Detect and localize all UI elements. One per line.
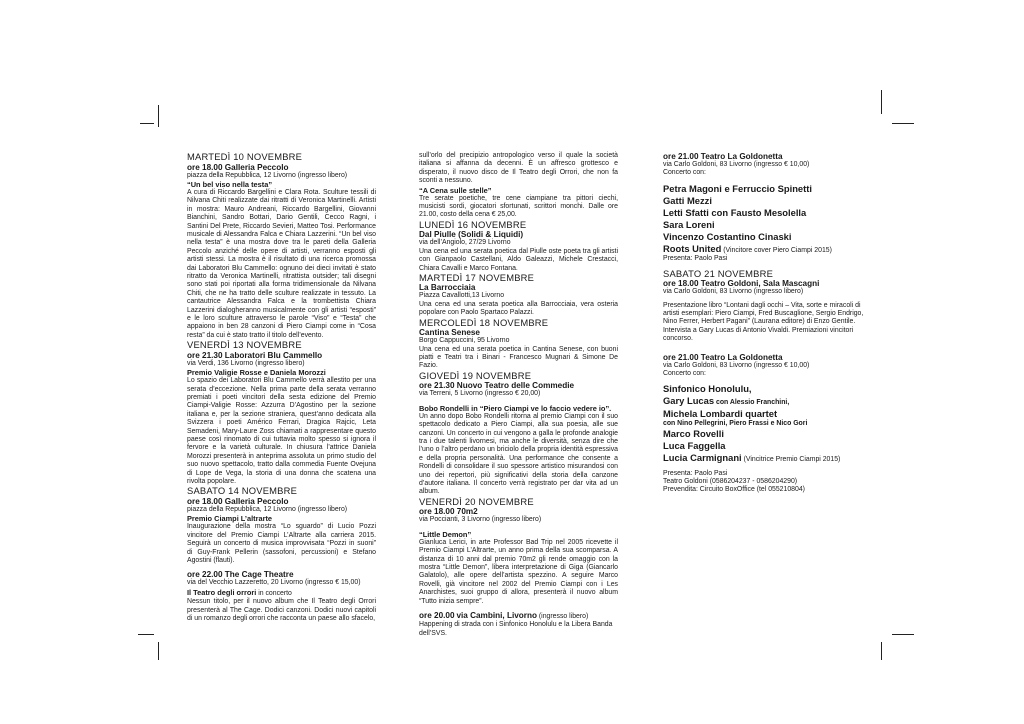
event-description: Tre serate poetiche, tre cene ciampiane tra pittori ciechi, musicisti sordi, giocatori sfortunati, scrittori monchi. Dalle ore 21.00, costo della cena € 25,00. <box>419 194 618 219</box>
presenter: Presenta: Paolo Pasi <box>663 469 728 477</box>
event-description: Gianluca Lerici, in arte Professor Bad Trip nel 2005 ricevette il Premio Ciampi L’Altrarte, un anno prima della sua scomparsa. A distanza di 10 anni dal premio 70m2 gli rende omaggio con la mostra “Little Demon”, libera interpretazione di Giga (Giancarlo Galatolo), alle opere dell’artista spezzino. A seguire Marco Rovelli, già vincitore nel 2002 del Premio Ciampi con i Les Anarchistes, suoi gruppo di allora, presenterà il nuovo album “Tutto inizia sempre”. <box>419 538 618 605</box>
performer-name: Michela Lombardi quartet <box>663 407 778 419</box>
event-time: ore 21.30 Nuovo Teatro delle Commedie <box>419 381 575 391</box>
event-address: via Poccianti, 3 Livorno (ingresso libero) <box>419 516 542 524</box>
performer-name: Petra Magoni e Ferruccio Spinetti <box>663 182 812 194</box>
column-1 <box>187 152 376 623</box>
event-title: Premio Ciampi L’altrarte <box>187 514 273 524</box>
box-office: Teatro Goldoni (0586204237 - 0586204290) <box>663 478 798 485</box>
event-description: Una cena ed una serata poetica dal Piulle oste poeta tra gli artisti con Gianpaolo Castellani, Aldo Galeazzi, Michele Crestacci, Chiara Cavalli e Marco Fontana. <box>419 247 618 272</box>
performer-name: Sinfonico Honolulu, <box>663 383 752 395</box>
event-address: piazza della Repubblica, 12 Livorno (ingresso libero) <box>187 171 348 179</box>
performer-name: Lucia Carmignani (Vincitrice Premio Ciampi 2015) <box>663 452 841 464</box>
crop-mark-bottom-right-v <box>881 642 882 660</box>
day-heading: SABATO 14 NOVEMBRE <box>187 485 298 497</box>
event-time: ore 21.00 Teatro La Goldonetta <box>663 352 783 362</box>
day-heading: VENERDÌ 13 NOVEMBRE <box>187 339 302 351</box>
event-title: “Un bel viso nella testa” <box>187 179 273 189</box>
event-address: piazza della Repubblica, 12 Livorno (ingresso libero) <box>187 505 348 513</box>
crop-mark-top-right-h <box>892 123 914 124</box>
performer-name: Roots United (Vincitore cover Piero Ciampi 2015) <box>663 242 832 254</box>
column-2 <box>419 152 618 638</box>
performer-name: Vincenzo Costantino Cinaski <box>663 230 792 242</box>
event-description: Presentazione libro “Lontani dagli occhi – Vita, sorte e miracoli di artisti esemplari: Piero Ciampi, Fred Buscaglione, Sergio Endrigo, Nino Ferrer, Herbert Pagani” (Laurana editore) di Enzo Gentile. Intervista a Gary Lucas di Antonio Vivaldi. Premiazioni vincitori concorso. <box>663 301 864 343</box>
crop-mark-bottom-left-v <box>158 642 159 660</box>
event-address: via dell’Angiolo, 27/29 Livorno <box>419 239 511 247</box>
crop-mark-bottom-left-h <box>138 634 154 635</box>
presale: Prevendita: Circuito BoxOffice (tel 055210804) <box>663 486 805 494</box>
day-heading: MARTEDÌ 10 NOVEMBRE <box>187 151 303 162</box>
event-address: Borgo Cappuccini, 95 Livorno <box>419 337 510 345</box>
event-venue: La Barrocciaia <box>419 283 476 293</box>
event-time: ore 18.00 Teatro Goldoni, Sala Mascagni <box>663 279 820 289</box>
event-venue: Dal Piulle (Solidi & Liquidi) <box>419 230 524 240</box>
event-time: ore 18.00 Galleria Peccolo <box>187 162 289 172</box>
crop-mark-top-left-h <box>140 123 154 124</box>
event-venue: Cantina Senese <box>419 328 480 338</box>
presenter: Presenta: Paolo Pasi <box>663 255 728 263</box>
day-heading: SABATO 21 NOVEMBRE <box>663 267 774 279</box>
day-heading: GIOVEDÌ 19 NOVEMBRE <box>419 369 532 381</box>
event-time: ore 21.30 Laboratori Blu Cammello <box>187 350 323 360</box>
event-title: “A Cena sulle stelle” <box>419 185 492 195</box>
event-time: ore 20.00 via Cambini, Livorno (ingresso libero) <box>419 610 589 620</box>
event-description: Nessun titolo, per il nuovo album che Il Teatro degli Orrori presenterà al The Cage. Dodici canzoni. Dodici nuovi capitoli di un romanzo degli orrori che racconta un paese allo sfacelo, <box>187 598 376 622</box>
concert-label: Concerto con: <box>663 369 706 377</box>
event-address: via Verdi, 136 Livorno (ingresso libero) <box>187 359 305 367</box>
event-address: via Terreni, 5 Livorno (ingresso € 20,00) <box>419 390 541 398</box>
event-description: Una cena ed una serata poetica in Cantina Senese, con buoni piatti e Teatri tra i Binari - Francesco Mugnari & Simone De Fazio. <box>419 345 618 370</box>
performer-name: Gatti Mezzi <box>663 194 712 206</box>
performer-name: Sara Loreni <box>663 218 715 230</box>
event-time: ore 18.00 Galleria Peccolo <box>187 496 289 506</box>
performer-name: Luca Faggella <box>663 440 726 452</box>
event-address: via Carlo Goldoni, 83 Livorno (ingresso € 10,00) <box>663 361 810 369</box>
event-description: Un anno dopo Bobo Rondelli ritorna al premio Ciampi con il suo spettacolo dedicato a Piero Ciampi, alla sua poesia, alle sue canzoni. Un concerto in cui vengono a galla le profonde analogie tra i due talenti livornesi, ma anche le diversità, senza dire che l’uno o l’altro perdano un briciolo della propria identità espressiva e della propria personalità. Una performance che consente a Rondelli di consolidare il suo spessore artistico misurandosi con uno dei repertori, più significativi della storia della canzone d’autore italiana. Il concerto verrà registrato per dar vita ad un album. <box>419 412 618 496</box>
event-description: Lo spazio dei Laboratori Blu Cammello verrà allestito per una serata d’eccezione. Nella prima parte della serata verranno premiati i poeti vincitori della sesta edizione del Premio Ciampi-Valigie Rosse: Azzurra D’Agostino per la sezione italiana e, per la sezione straniera, quest’anno dedicata alla Svizzera i poeti Américo Ferrari, Dragica Rajcic, Leta Semadeni, Mary-Laure Zoss chiamati a rappresentare questo paese così rinomato di cui tuttavia molto spesso si ignora il fervore e la varietà culturale. In chiusura l’attrice Daniela Morozzi presenterà in anteprima assoluta un primo studio del suo nuovo spettacolo, tratto dalla commedia Fuente Ovejuna di Lope de Vega, la storia di una donna che scatena una rivolta popolare. <box>187 377 376 485</box>
event-address: via del Vecchio Lazzeretto, 20 Livorno (ingresso € 15,00) <box>187 579 361 587</box>
event-address: via Carlo Goldoni, 83 Livorno (ingresso libero) <box>663 288 804 296</box>
performer-name: Letti Sfatti con Fausto Mesolella <box>663 206 807 218</box>
event-address: Piazza Cavallotti,13 Livorno <box>419 292 505 300</box>
crop-mark-top-left-v <box>158 105 159 127</box>
event-description: Una cena ed una serata poetica alla Barrocciaia, vera osteria popolare con Paolo Spartaco Palazzi. <box>419 300 618 317</box>
day-heading: VENERDÌ 20 NOVEMBRE <box>419 495 534 507</box>
performer-subtitle: con Nino Pellegrini, Piero Frassi e Nico Gori <box>663 419 808 427</box>
event-time: ore 22.00 The Cage Theatre <box>187 570 294 580</box>
performer-name: Gary Lucas con Alessio Franchini, <box>663 395 790 407</box>
column-3 <box>663 152 868 495</box>
event-title: Il Teatro degli orrori in concerto <box>187 587 292 597</box>
event-description: Happening di strada con i Sinfonico Honolulu e la Libera Banda dell’SVS. <box>419 621 613 637</box>
continued-text: sull’orlo del precipizio antropologico verso il quale la società italiana si affanna da decenni. È un affresco grottesco e disperato, il nuovo disco de Il Teatro degli Orrori, che non fa sconti a nessuno. <box>419 152 618 185</box>
crop-mark-bottom-right-h <box>892 634 914 635</box>
event-title: “Little Demon” <box>419 529 472 539</box>
event-title: Premio Valigie Rosse e Daniela Morozzi <box>187 368 326 378</box>
day-heading: LUNEDÌ 16 NOVEMBRE <box>419 218 527 230</box>
event-description: Inaugurazione della mostra “Lo sguardo” di Lucio Pozzi vincitore del Premio Ciampi L’Altrarte alla carriera 2015. Seguirà un concerto di musica improvvisata “Pozzi in suoni” di Guy-Frank Pellerin (sassofoni, percussioni) e Stefano Agostini (flauti). <box>187 523 376 564</box>
event-time: ore 21.00 Teatro La Goldonetta <box>663 152 783 161</box>
event-address: via Carlo Goldoni, 83 Livorno (ingresso € 10,00) <box>663 161 810 168</box>
day-heading: MARTEDÌ 17 NOVEMBRE <box>419 271 535 283</box>
event-description: A cura di Riccardo Bargellini e Clara Rota. Sculture tessili di Nilvana Chiti realizzate dai ritratti di Veronica Martinelli. Artisti in mostra: Mauro Andreani, Riccardo Bargellini, Giovanni Bianchini, Sandro Bottari, Dario Gentili, Cecco Ragni, i Santini Del Prete, Riccardo Sevieri, Matteo Tosi. Performance musicale di Alessandra Falca e Chiara Lazzerini. “Un bel viso nella testa” è una mostra dove tra le pareti della Galleria Peccolo anziché delle opere di artisti, verranno esposti gli artisti stessi. La mostra è il risultato di una ricerca promossa dai Laboratori Blu Cammello: ognuno dei dieci invitati è stato ritratto da Veronica Martinelli, ritrattista outsider; tali disegni sono stati poi riportati alla forma tridimensionale da Nilvana Chiti, che ne ha tratto delle sculture realizzate in tessuto. La cantautrice Alessandra Falca e la trombettista Chiara Lazzerini dialogheranno musicalmente con gli artisti “esposti” e le loro sculture attraverso le parole “Viso” e “Testa” che appaiono in ben 28 canzoni di Piero Ciampi come in “Cosa resta” da cui è stato tratto il titolo dell’evento. <box>187 188 376 339</box>
performer-name: Marco Rovelli <box>663 428 724 440</box>
concert-label: Concerto con: <box>663 169 706 177</box>
event-time: ore 18.00 70m2 <box>419 507 478 517</box>
crop-mark-top-right-v <box>881 90 882 114</box>
event-title: Bobo Rondelli in “Piero Ciampi ve lo faccio vedere io”. <box>419 403 612 413</box>
day-heading: MERCOLEDÌ 18 NOVEMBRE <box>419 316 549 328</box>
